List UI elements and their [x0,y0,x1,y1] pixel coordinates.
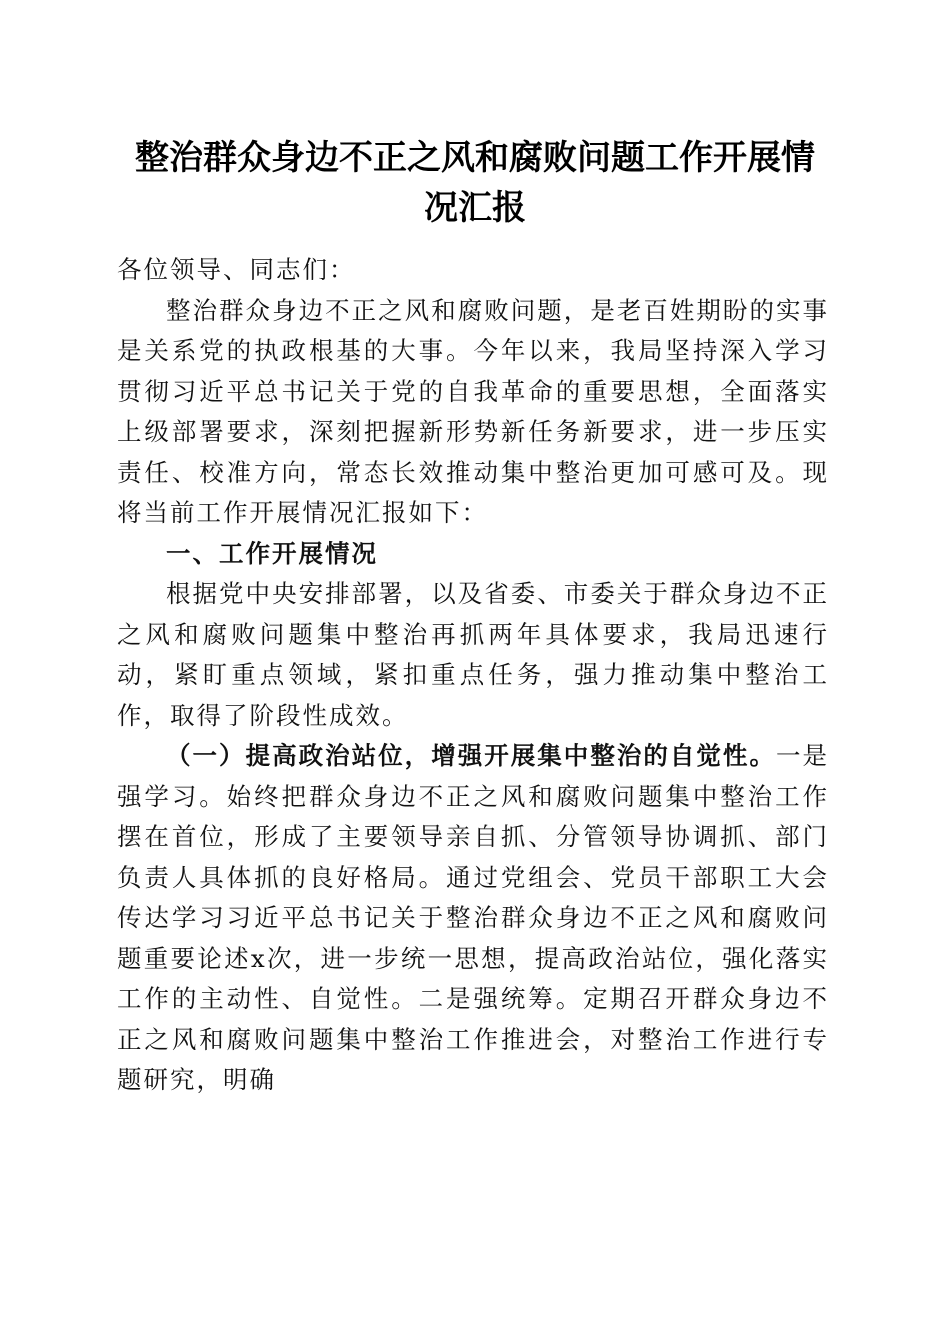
subsection-heading-1: （一）提高政治站位，增强开展集中整治的自觉性。 [166,741,776,770]
section-1-paragraph: 根据党中央安排部署，以及省委、市委关于群众身边不正之风和腐败问题集中整治再抓两年具体要求，我局迅速行动，紧盯重点领域，紧扣重点任务，强力推动集中整治工作，取得了阶段性成效。 [117,579,829,730]
salutation: 各位领导、同志们： [117,255,356,284]
title-line-2: 况汇报 [424,188,526,228]
intro-paragraph: 整治群众身边不正之风和腐败问题，是老百姓期盼的实事是关系党的执政根基的大事。今年以来，我局坚持深入学习贯彻习近平总书记关于党的自我革命的重要思想，全面落实上级部署要求，深刻把握新形势新任务新要求，进一步压实责任、校准方向，常态长效推动集中整治更加可感可及。现将当前工作开展情况汇报如下： [117,295,829,527]
document-body [117,250,829,1101]
subsection-1-paragraph [117,736,829,1101]
subsection-1-text: 一是强学习。始终把群众身边不正之风和腐败问题集中整治工作摆在首位，形成了主要领导亲自抓、分管领导协调抓、部门负责人具体抓的良好格局。通过党组会、党员干部职工大会传达学习习近平总书记关于整治群众身边不正之风和腐败问题重要论述x次，进一步统一思想，提高政治站位，强化落实工作的主动性、自觉性。二是强统筹。定期召开群众身边不正之风和腐败问题集中整治工作推进会，对整治工作进行专题研究，明确 [117,741,830,1094]
document-title [100,133,850,233]
title-line-1: 整治群众身边不正之风和腐败问题工作开展情 [135,138,815,178]
section-heading-1: 一、工作开展情况 [166,538,378,568]
